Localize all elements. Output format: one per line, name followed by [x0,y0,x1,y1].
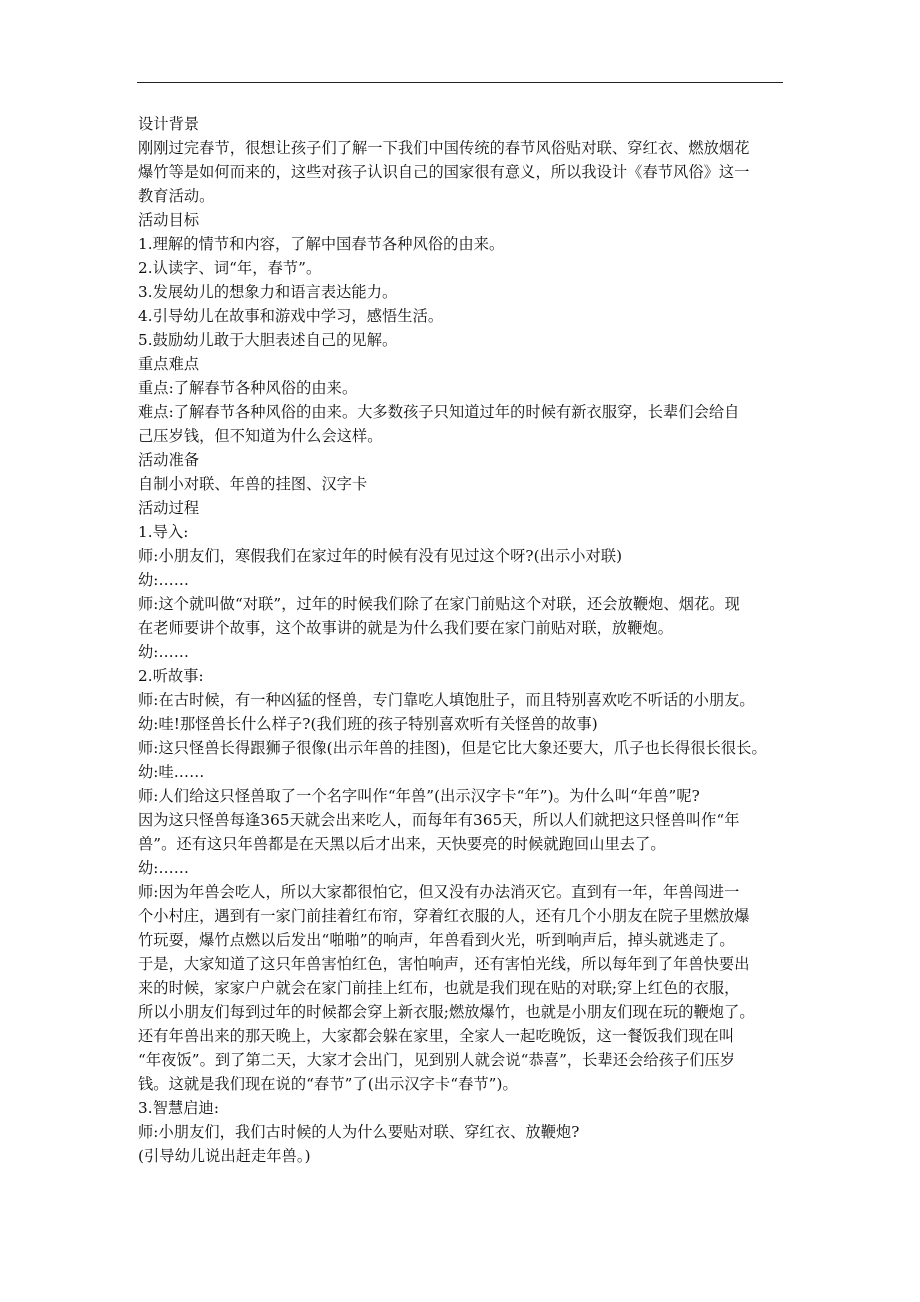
subsection-heading: 3.智慧启迪: [138,1099,220,1117]
paragraph-line: 己压岁钱，但不知道为什么会这样。 [138,427,383,445]
list-item: 5.鼓励幼儿敢于大胆表述自己的见解。 [138,331,398,349]
dialogue-line: 因为这只怪兽每逢365天就会出来吃人，而每年有365天，所以人们就把这只怪兽叫作“年 [138,811,740,829]
dialogue-line: 所以小朋友们每到过年的时候都会穿上新衣服;燃放爆竹，也就是小朋友们现在玩的鞭炮了。 [138,1003,755,1021]
section-heading: 活动目标 [138,211,200,229]
paragraph-line: 教育活动。 [138,187,215,205]
dialogue-line: 师:这只怪兽长得跟狮子很像(出示年兽的挂图)，但是它比大象还要大，爪子也长得很长很长。 [138,739,767,757]
section-heading: 活动过程 [138,499,200,517]
dialogue-line: 师:因为年兽会吃人，所以大家都很怕它，但又没有办法消灭它。直到有一年，年兽闯进一 [138,883,740,901]
subsection-heading: 1.导入: [138,523,189,541]
dialogue-line: 幼:…… [138,643,190,661]
dialogue-line: 还有年兽出来的那天晚上，大家都会躲在家里，全家人一起吃晚饭，这一餐饭我们现在叫 [138,1027,735,1045]
dialogue-line: 于是，大家知道了这只年兽害怕红色，害怕响声，还有害怕光线，所以每年到了年兽快要出 [138,955,750,973]
paragraph-line: 难点:了解春节各种风俗的由来。大多数孩子只知道过年的时候有新衣服穿，长辈们会给自 [138,403,740,421]
dialogue-line: (引导幼儿说出赶走年兽。) [138,1147,311,1165]
dialogue-line: 竹玩耍，爆竹点燃以后发出“啪啪”的响声，年兽看到火光，听到响声后，掉头就逃走了。 [138,931,735,949]
dialogue-line: 幼:哇!那怪兽长什么样子?(我们班的孩子特别喜欢听有关怪兽的故事) [138,715,598,733]
dialogue-line: 来的时候，家家户户就会在家门前挂上红布，也就是我们现在贴的对联;穿上红色的衣服， [138,979,740,997]
dialogue-line: 幼:…… [138,859,190,877]
list-item: 4.引导幼儿在故事和游戏中学习，感悟生活。 [138,307,444,325]
list-item: 1.理解的情节和内容，了解中国春节各种风俗的由来。 [138,235,505,253]
dialogue-line: “年夜饭”。到了第二天，大家才会出门，见到别人就会说“恭喜”，长辈还会给孩子们压岁 [138,1051,736,1069]
header-rule [137,82,783,83]
dialogue-line: 兽”。还有这只年兽都是在天黑以后才出来，天快要亮的时候就跑回山里去了。 [138,835,666,853]
paragraph-line: 重点:了解春节各种风俗的由来。 [138,379,358,397]
dialogue-line: 师:小朋友们，我们古时候的人为什么要贴对联、穿红衣、放鞭炮? [138,1123,580,1141]
dialogue-line: 师:人们给这只怪兽取了一个名字叫作“年兽”(出示汉字卡“年”)。为什么叫“年兽”呢? [138,787,700,805]
paragraph-line: 刚刚过完春节，很想让孩子们了解一下我们中国传统的春节风俗贴对联、穿红衣、燃放烟花 [138,139,750,157]
dialogue-line: 幼:…… [138,571,190,589]
list-item: 2.认读字、词“年，春节”。 [138,259,322,277]
dialogue-line: 师:在古时候，有一种凶猛的怪兽，专门靠吃人填饱肚子，而且特别喜欢吃不听话的小朋友。 [138,691,755,709]
dialogue-line: 钱。这就是我们现在说的“春节”了(出示汉字卡“春节”)。 [138,1075,518,1093]
subsection-heading: 2.听故事: [138,667,204,685]
dialogue-line: 师:这个就叫做“对联”，过年的时候我们除了在家门前贴这个对联，还会放鞭炮、烟花。现 [138,595,740,613]
dialogue-line: 幼:哇…… [138,763,205,781]
paragraph-line: 爆竹等是如何而来的，这些对孩子认识自己的国家很有意义，所以我设计《春节风俗》这一 [138,163,750,181]
section-heading: 重点难点 [138,355,200,373]
document-body [138,112,788,1168]
list-item: 3.发展幼儿的想象力和语言表达能力。 [138,283,398,301]
dialogue-line: 在老师要讲个故事，这个故事讲的就是为什么我们要在家门前贴对联，放鞭炮。 [138,619,674,637]
section-heading: 设计背景 [138,115,200,133]
dialogue-line: 师:小朋友们，寒假我们在家过年的时候有没有见过这个呀?(出示小对联) [138,547,623,565]
paragraph-line: 自制小对联、年兽的挂图、汉字卡 [138,475,368,493]
dialogue-line: 个小村庄，遇到有一家门前挂着红布帘，穿着红衣服的人，还有几个小朋友在院子里燃放爆 [138,907,750,925]
section-heading: 活动准备 [138,451,200,469]
